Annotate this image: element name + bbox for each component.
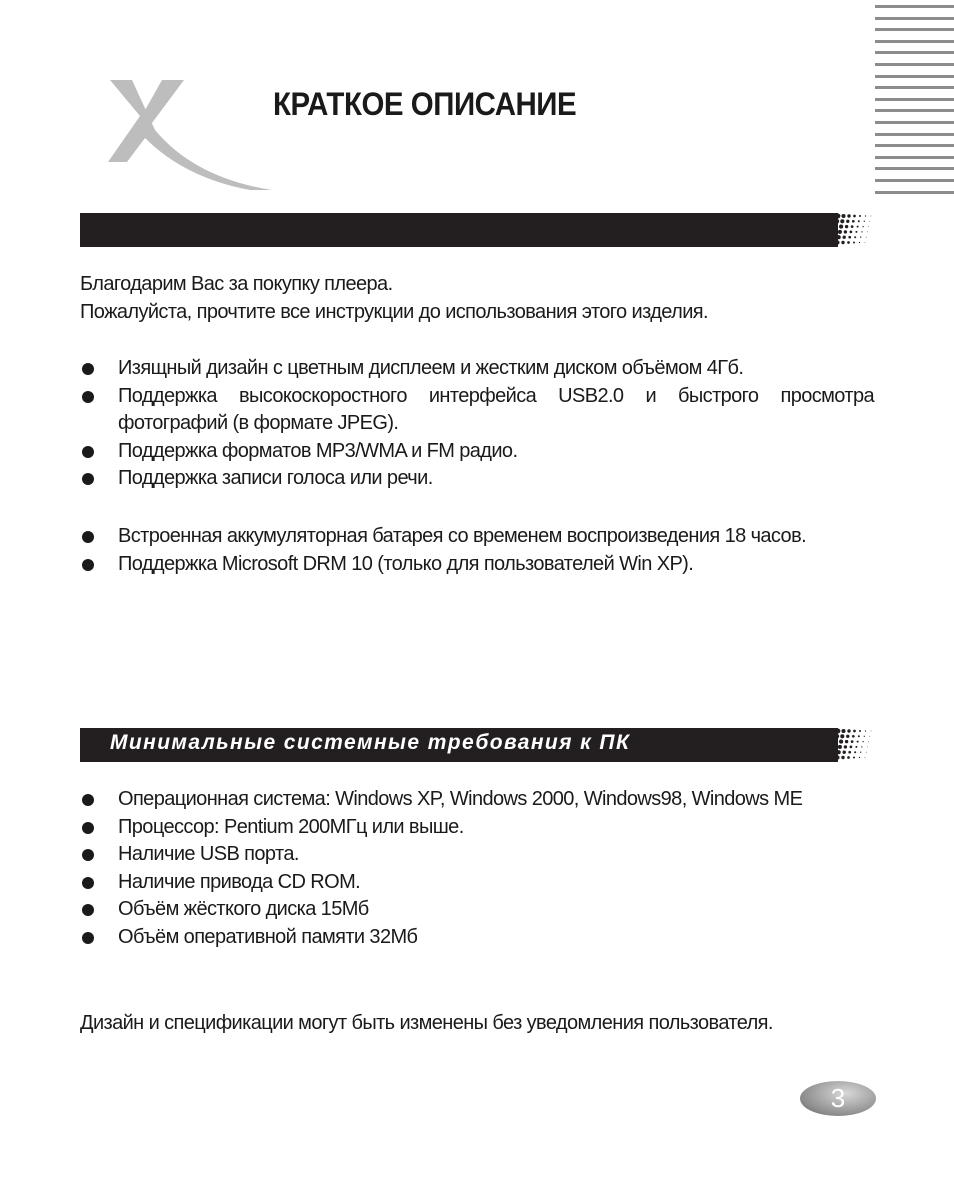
stripe: [875, 75, 954, 78]
list-item: Объём жёсткого диска 15Мб: [80, 896, 874, 924]
list-item: Изящный дизайн с цветным дисплеем и жестким диском объёмом 4Гб.: [80, 355, 874, 383]
x-logo-icon: [100, 78, 275, 193]
stripe: [875, 144, 954, 147]
stripe: [875, 28, 954, 31]
halftone-dots-icon: [832, 728, 877, 762]
requirements-title: Минимальные системные требования к ПК: [110, 731, 631, 754]
stripe: [875, 5, 954, 8]
features-list: [80, 355, 874, 493]
stripe: [875, 156, 954, 159]
list-item: Операционная система: Windows XP, Windows 2000, Windows98, Windows ME: [80, 786, 874, 814]
stripe: [875, 63, 954, 66]
disclaimer-note: Дизайн и спецификации могут быть изменены без уведомления пользователя.: [80, 1012, 773, 1034]
stripe: [875, 109, 954, 112]
requirements-list: [80, 786, 874, 951]
features-list-2: [80, 523, 874, 578]
stripe: [875, 17, 954, 20]
stripe: [875, 121, 954, 124]
stripe: [875, 40, 954, 43]
intro-line: Пожалуйста, прочтите все инструкции до использования этого изделия.: [80, 300, 708, 323]
list-item: Процессор: Pentium 200МГц или выше.: [80, 814, 874, 842]
page-title: КРАТКОЕ ОПИСАНИЕ: [273, 86, 577, 122]
list-item: Встроенная аккумуляторная батарея со временем воспроизведения 18 часов.: [80, 523, 874, 551]
halftone-dots-icon: [832, 213, 877, 247]
list-item: Наличие привода CD ROM.: [80, 869, 874, 897]
list-item: Поддержка записи голоса или речи.: [80, 465, 874, 493]
page-number-badge: 3: [800, 1081, 876, 1116]
list-item: Наличие USB порта.: [80, 841, 874, 869]
stripe: [875, 86, 954, 89]
stripe: [875, 98, 954, 101]
list-item: Поддержка высокоскоростного интерфейса USB2.0 и быстрого просмотра фотографий (в формате JPEG).: [80, 383, 874, 438]
list-item: Поддержка форматов MP3/WMA и FM радио.: [80, 438, 874, 466]
section-divider-bar: [80, 213, 838, 247]
requirements-header: [80, 728, 838, 762]
list-item: Объём оперативной памяти 32Мб: [80, 924, 874, 952]
stripe: [875, 179, 954, 182]
stripe: [875, 51, 954, 54]
stripe: [875, 133, 954, 136]
intro-text: [80, 271, 874, 326]
stripe: [875, 167, 954, 170]
list-item: Поддержка Microsoft DRM 10 (только для пользователей Win XP).: [80, 551, 874, 579]
intro-line: Благодарим Вас за покупку плеера.: [80, 273, 393, 295]
decorative-stripes: [875, 5, 954, 202]
stripe: [875, 191, 954, 194]
